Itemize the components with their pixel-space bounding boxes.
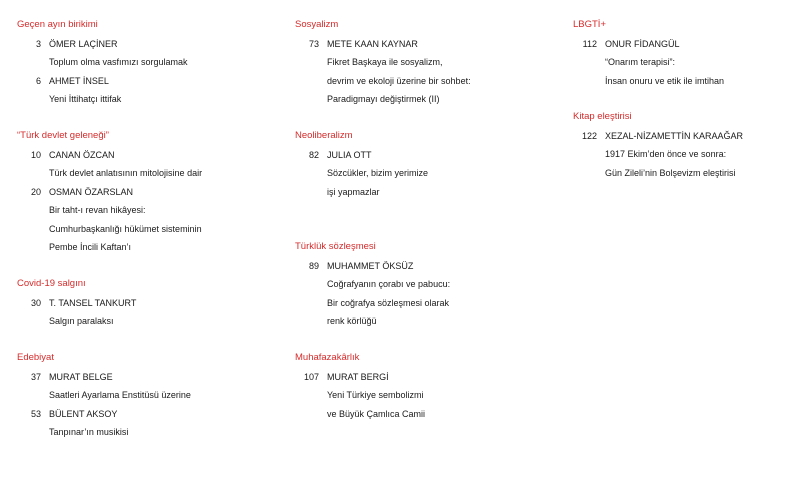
entry-body: [49, 294, 136, 331]
page-number: 30: [30, 297, 41, 308]
toc-entry[interactable]: [295, 257, 555, 331]
article-title: Yeni Türkiye sembolizmi: [327, 390, 424, 400]
article-title: ve Büyük Çamlıca Camii: [327, 408, 426, 419]
author-name: ÖMER LAÇİNER: [49, 38, 118, 49]
page-number: 6: [35, 75, 41, 86]
toc-section: [17, 16, 277, 109]
article-title: Türk devlet anlatısının mitolojisine dair: [49, 168, 203, 178]
toc-section: [573, 16, 793, 90]
toc-entry[interactable]: [17, 368, 277, 405]
toc-section: [573, 108, 793, 182]
article-title: Tanpınar’ın musikisi: [49, 427, 129, 437]
toc-entry[interactable]: [295, 146, 555, 202]
author-name: OSMAN ÖZARSLAN: [49, 186, 134, 197]
author-name: MURAT BELGE: [49, 371, 113, 382]
entry-body: [49, 146, 202, 183]
page-number: 10: [30, 149, 41, 160]
article-title: renk körlüğü: [327, 316, 377, 326]
section-title: Edebiyat: [17, 352, 54, 363]
section-title: Geçen ayın birikimi: [17, 19, 98, 30]
section-title: LBGTİ+: [573, 19, 606, 30]
article-title: Sözcükler, bizim yerimize: [327, 168, 429, 178]
entry-body: [327, 35, 471, 109]
author-name: BÜLENT AKSOY: [49, 408, 118, 419]
toc-entry[interactable]: [573, 35, 793, 91]
author-name: T. TANSEL TANKURT: [49, 297, 137, 308]
toc-section: [295, 127, 555, 201]
toc-section: [17, 349, 277, 442]
toc-section: [17, 127, 277, 257]
article-title: Yeni İttihatçı ittifak: [49, 94, 122, 104]
page-number: 82: [308, 149, 319, 160]
author-name: XEZAL-NİZAMETTİN KARAAĞAR: [605, 130, 744, 141]
article-title: 1917 Ekim’den önce ve sonra:: [605, 149, 727, 159]
article-title: Bir coğrafya sözleşmesi olarak: [327, 297, 450, 308]
toc-entry[interactable]: [17, 35, 277, 72]
entry-body: [49, 183, 202, 257]
toc-entry[interactable]: [295, 368, 555, 424]
article-title: Coğrafyanın çorabı ve pabucu:: [327, 279, 451, 289]
toc-entry[interactable]: [17, 146, 277, 183]
article-title: Pembe İncili Kaftan’ı: [49, 242, 132, 252]
article-title: Fikret Başkaya ile sosyalizm,: [327, 57, 443, 67]
page-number: 20: [30, 186, 41, 197]
article-title: devrim ve ekoloji üzerine bir sohbet:: [327, 75, 471, 86]
section-title: “Türk devlet geleneği”: [17, 130, 109, 141]
article-title: işi yapmazlar: [327, 186, 380, 197]
author-name: METE KAAN KAYNAR: [327, 38, 418, 49]
toc-section: [295, 349, 555, 423]
entry-body: [49, 35, 188, 72]
author-name: MURAT BERGİ: [327, 371, 389, 382]
section-title: Sosyalizm: [295, 19, 339, 30]
toc-entry[interactable]: [295, 35, 555, 109]
toc-entry[interactable]: [17, 405, 277, 442]
toc-section: [295, 16, 555, 109]
article-title: Saatleri Ayarlama Enstitüsü üzerine: [49, 390, 191, 400]
page-number: 37: [30, 371, 41, 382]
toc-section: [17, 275, 277, 331]
page-number: 89: [308, 260, 319, 271]
section-title: Kitap eleştirisi: [573, 111, 632, 122]
entry-body: [605, 35, 724, 91]
author-name: ONUR FİDANGÜL: [605, 38, 680, 49]
toc-entry[interactable]: [17, 294, 277, 331]
toc-entry[interactable]: [573, 127, 793, 183]
entry-body: [49, 405, 128, 442]
section-title: Covid-19 salgını: [17, 278, 86, 289]
article-title: Gün Zileli’nin Bolşevizm eleştirisi: [605, 167, 736, 178]
section-title: Türklük sözleşmesi: [295, 241, 376, 252]
article-title: “Onarım terapisi”:: [605, 57, 676, 67]
author-name: AHMET İNSEL: [49, 75, 109, 86]
page-number: 53: [30, 408, 41, 419]
article-title: Bir taht-ı revan hikâyesi:: [49, 205, 146, 215]
page-number: 107: [303, 371, 319, 382]
section-title: Neoliberalizm: [295, 130, 353, 141]
entry-body: [327, 368, 425, 424]
page-number: 73: [308, 38, 319, 49]
page-number: 3: [35, 38, 41, 49]
author-name: MUHAMMET ÖKSÜZ: [327, 260, 414, 271]
toc-section: [295, 238, 555, 331]
entry-body: [605, 127, 743, 183]
article-title: Paradigmayı değiştirmek (II): [327, 94, 440, 104]
entry-body: [49, 72, 121, 109]
article-title: Toplum olma vasfımızı sorgulamak: [49, 57, 188, 67]
author-name: CANAN ÖZCAN: [49, 149, 115, 160]
article-title: Cumhurbaşkanlığı hükümet sisteminin: [49, 223, 202, 234]
page-number: 112: [582, 38, 597, 49]
entry-body: [327, 257, 450, 331]
toc-entry[interactable]: [17, 183, 277, 257]
entry-body: [49, 368, 191, 405]
section-title: Muhafazakârlık: [295, 352, 360, 363]
article-title: Salgın paralaksı: [49, 316, 114, 326]
article-title: İnsan onuru ve etik ile imtihan: [605, 75, 725, 86]
author-name: JULIA OTT: [327, 149, 372, 160]
entry-body: [327, 146, 428, 202]
page-number: 122: [581, 130, 597, 141]
toc-entry[interactable]: [17, 72, 277, 109]
